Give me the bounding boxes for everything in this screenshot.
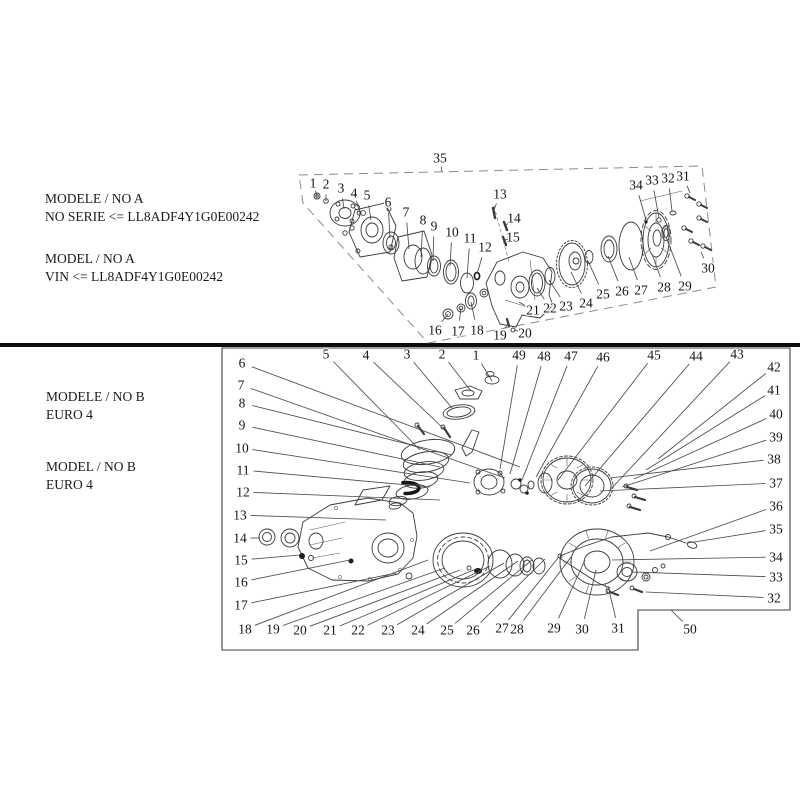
callout-leader-line: [442, 314, 448, 322]
part-number-label: 17: [451, 323, 465, 339]
part-number-label: 33: [769, 569, 783, 585]
part-number-label: 10: [445, 224, 459, 240]
part-number-label: 12: [236, 484, 250, 500]
part-number-label: 37: [769, 475, 783, 491]
part-number-label: 34: [769, 549, 783, 565]
part-number-label: 42: [767, 359, 781, 375]
part-number-label: 47: [564, 348, 578, 364]
part-number-label: 16: [234, 574, 248, 590]
part-number-label: 25: [596, 286, 610, 302]
part-number-label: 28: [510, 621, 524, 637]
callout-leader-line: [482, 364, 493, 381]
part-number-label: 31: [611, 620, 625, 636]
spider-gear-cluster: [511, 478, 534, 495]
part-number-label: 16: [428, 322, 442, 338]
callout-leader-line: [687, 186, 690, 193]
bolt-cluster-right: [640, 191, 711, 250]
callout-leader-line: [252, 367, 520, 467]
part-number-label: 7: [237, 377, 245, 393]
part-number-label: 21: [323, 622, 337, 638]
part-number-label: 5: [363, 187, 371, 203]
part-number-label: 39: [769, 429, 783, 445]
callout-leader-line: [389, 213, 390, 239]
callout-leader-line: [584, 570, 596, 619]
callout-leader-line: [612, 557, 766, 560]
part-number-label: 24: [411, 622, 425, 638]
callout-leader-line: [701, 252, 704, 258]
callout-leader-line: [254, 471, 431, 487]
part-number-label: 34: [629, 177, 643, 193]
model-b-emission-fr: EURO 4: [46, 407, 93, 422]
callout-leader-line: [634, 418, 767, 479]
part-number-label: 29: [547, 620, 561, 636]
callout-leader-line: [688, 531, 766, 543]
part-number-label: 4: [350, 185, 358, 201]
part-number-label: 13: [493, 186, 507, 202]
part-number-label: 26: [466, 622, 480, 638]
part-number-label: 22: [351, 622, 365, 638]
callout-leader-line: [252, 427, 440, 467]
part-number-label: 29: [678, 278, 692, 294]
input-flange: [330, 200, 360, 226]
callout-leader-line: [251, 515, 387, 520]
part-number-label: 9: [430, 218, 438, 234]
part-number-label: 35: [433, 150, 447, 166]
part-number-label: 14: [233, 530, 247, 546]
callout-leader-line: [449, 362, 472, 391]
part-number-label: 3: [337, 180, 345, 196]
bottom-assembly-outline: [222, 348, 790, 650]
callout-leader-line: [310, 570, 460, 626]
callout-leader-line: [571, 272, 581, 294]
top-callout-layer: [310, 151, 715, 343]
model-b-title-en: MODEL / NO B: [46, 459, 136, 474]
callout-leader-line: [523, 557, 571, 621]
callout-leader-line: [549, 280, 560, 297]
callout-leader-line: [414, 362, 452, 408]
callout-leader-line: [629, 257, 637, 280]
model-b-title-fr: MODELE / NO B: [46, 389, 145, 404]
callout-leader-line: [374, 362, 444, 429]
part-number-label: 35: [769, 521, 783, 537]
callout-leader-line: [283, 568, 445, 626]
crown-gear: [557, 241, 588, 288]
part-number-label: 23: [381, 622, 395, 638]
part-number-label: 18: [238, 621, 252, 637]
callout-leader-line: [340, 569, 476, 626]
part-number-label: 30: [575, 621, 589, 637]
callout-leader-line: [658, 374, 766, 460]
bottom-callout-layer: [233, 347, 783, 638]
part-number-label: 43: [730, 346, 744, 362]
gear-housing: [486, 252, 553, 327]
callout-leader-line: [632, 572, 766, 577]
bracket-bushing: [558, 557, 665, 595]
callout-leader-line: [251, 573, 396, 603]
callout-leader-line: [441, 166, 442, 172]
part-number-label: 12: [478, 239, 492, 255]
part-number-label: 10: [235, 440, 249, 456]
callout-leader-line: [481, 559, 546, 623]
part-number-label: 2: [322, 176, 330, 192]
model-a-title-en: MODEL / NO A: [45, 251, 135, 266]
callout-leader-line: [407, 223, 409, 250]
part-number-label: 27: [495, 620, 509, 636]
model-a-serial-fr: NO SERIE <= LL8ADF4Y1G0E00242: [45, 209, 260, 224]
part-number-label: 23: [559, 298, 573, 314]
part-number-label: 38: [767, 451, 781, 467]
model-b-emission-en: EURO 4: [46, 477, 93, 492]
part-number-label: 15: [506, 229, 520, 245]
part-number-label: 2: [438, 346, 446, 362]
part-number-label: 27: [634, 282, 648, 298]
part-number-label: 13: [233, 507, 247, 523]
callout-leader-line: [522, 366, 567, 480]
callout-leader-line: [654, 190, 659, 218]
callout-leader-line: [500, 365, 517, 469]
part-number-label: 4: [362, 347, 370, 363]
part-number-label: 32: [661, 170, 675, 186]
part-number-label: 19: [266, 621, 280, 637]
part-number-label: 36: [769, 498, 783, 514]
part-number-label: 22: [543, 300, 557, 316]
part-number-label: 26: [615, 283, 629, 299]
callout-leader-line: [450, 243, 451, 267]
part-number-label: 33: [645, 172, 659, 188]
part-number-label: 11: [236, 462, 250, 478]
callout-leader-line: [433, 237, 434, 262]
top-assembly-dashed-outline: [299, 166, 716, 343]
part-number-label: 40: [769, 406, 783, 422]
callout-leader-line: [477, 257, 482, 274]
part-number-label: 3: [403, 346, 411, 362]
wheel-hub: [560, 529, 634, 595]
part-number-label: 8: [419, 212, 427, 228]
callout-leader-line: [639, 195, 646, 220]
callout-leader-line: [650, 510, 766, 552]
part-number-label: 32: [767, 590, 781, 606]
part-number-label: 41: [767, 382, 781, 398]
part-number-label: 44: [689, 348, 703, 364]
bottom-exploded-art: [259, 372, 698, 596]
part-number-label: 50: [683, 621, 697, 637]
part-number-label: 1: [472, 347, 480, 363]
part-number-label: 24: [579, 295, 593, 311]
model-a-serial-en: VIN <= LL8ADF4Y1G0E00242: [45, 269, 223, 284]
callout-leader-line: [255, 560, 428, 625]
pinion-bearing-stack: [388, 436, 456, 510]
callout-leader-line: [610, 460, 764, 478]
callout-leader-line: [671, 610, 683, 622]
callout-leader-line: [588, 261, 599, 284]
part-number-label: 25: [440, 622, 454, 638]
part-number-label: 31: [676, 168, 690, 184]
callout-leader-line: [251, 560, 350, 580]
part-number-label: 30: [701, 260, 715, 276]
callout-leader-line: [251, 389, 505, 479]
part-number-label: 49: [512, 347, 526, 363]
callout-leader-line: [669, 188, 672, 211]
callout-leader-line: [252, 555, 301, 559]
part-number-label: 1: [309, 175, 317, 191]
part-number-label: 11: [463, 230, 477, 246]
callout-leader-line: [646, 592, 764, 598]
callout-leader-line: [558, 363, 648, 480]
part-number-label: 14: [507, 210, 521, 226]
part-number-label: 7: [402, 204, 410, 220]
part-number-label: 46: [596, 349, 610, 365]
part-number-label: 18: [470, 322, 484, 338]
part-number-label: 20: [293, 622, 307, 638]
part-number-label: 20: [518, 325, 532, 341]
part-number-label: 19: [493, 327, 507, 343]
part-number-label: 15: [234, 552, 248, 568]
part-number-label: 48: [537, 348, 551, 364]
part-number-label: 9: [238, 417, 246, 433]
differential-assembly: [538, 456, 645, 510]
part-number-label: 17: [234, 597, 248, 613]
part-number-label: 8: [238, 395, 246, 411]
part-number-label: 45: [647, 347, 661, 363]
part-number-label: 21: [526, 302, 540, 318]
model-a-title-fr: MODELE / NO A: [45, 191, 144, 206]
part-number-label: 6: [384, 194, 392, 210]
part-number-label: 28: [657, 279, 671, 295]
part-number-label: 6: [238, 355, 246, 371]
callout-leader-line: [622, 440, 766, 487]
part-number-label: 5: [322, 346, 330, 362]
